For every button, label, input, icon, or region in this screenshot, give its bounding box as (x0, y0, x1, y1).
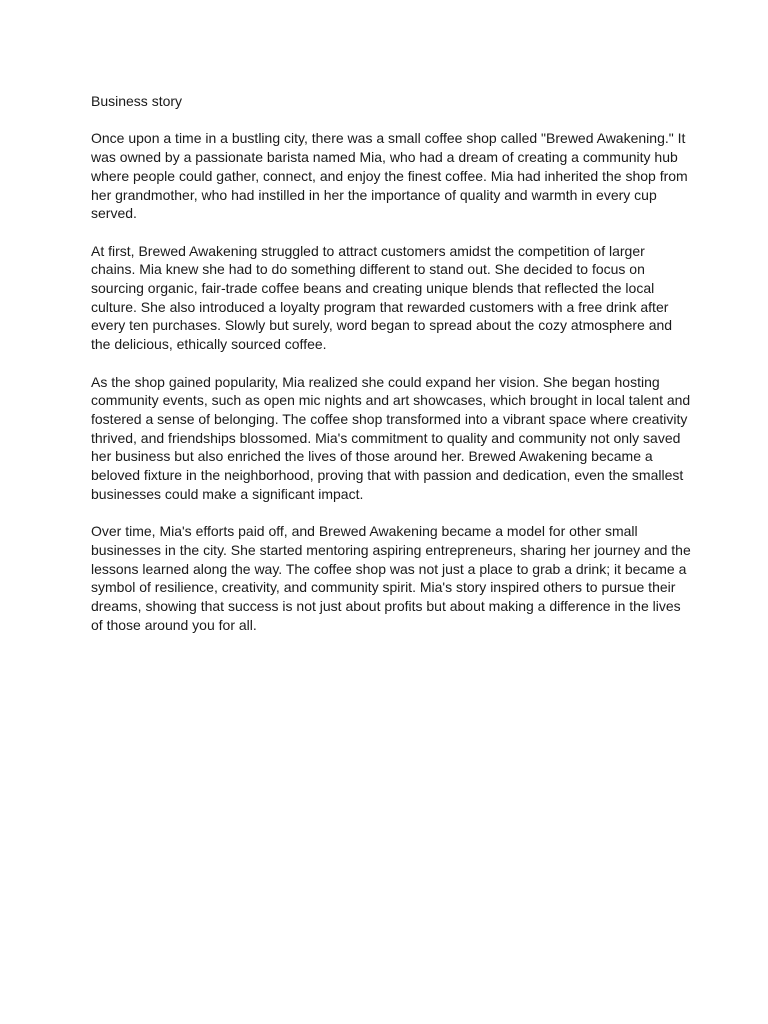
document-title: Business story (91, 93, 183, 109)
document-body (91, 92, 691, 634)
paragraph-3: As the shop gained popularity, Mia realized she could expand her vision. She began hosting community events, such as open mic nights and art showcases, which brought in local talent and fostered a sense of belonging. The coffee shop transformed into a vibrant space where creativity thrived, and friendships blossomed. Mia's commitment to quality and community not only saved her business but also enriched the lives of those around her. Brewed Awakening became a beloved fixture in the neighborhood, proving that with passion and dedication, even the smallest businesses could make a significant impact. (91, 373, 691, 502)
paragraph-1: Once upon a time in a bustling city, there was a small coffee shop called "Brewed Awakening." It was owned by a passionate barista named Mia, who had a dream of creating a community hub where people could gather, connect, and enjoy the finest coffee. Mia had inherited the shop from her grandmother, who had instilled in her the importance of quality and warmth in every cup served. (91, 130, 688, 222)
paragraph-2: At first, Brewed Awakening struggled to attract customers amidst the competition of larger chains. Mia knew she had to do something different to stand out. She decided to focus on sourcing organic, fair-trade coffee beans and creating unique blends that reflected the local culture. She also introduced a loyalty program that rewarded customers with a free drink after every ten purchases. Slowly but surely, word began to spread about the cozy atmosphere and the delicious, ethically sourced coffee. (91, 242, 673, 353)
paragraph-4: Over time, Mia's efforts paid off, and Brewed Awakening became a model for other small businesses in the city. She started mentoring aspiring entrepreneurs, sharing her journey and the lessons learned along the way. The coffee shop was not just a place to grab a drink; it became a symbol of resilience, creativity, and community spirit. Mia's story inspired others to pursue their dreams, showing that success is not just about profits but about making a difference in the lives of those around you for all. (91, 523, 691, 633)
